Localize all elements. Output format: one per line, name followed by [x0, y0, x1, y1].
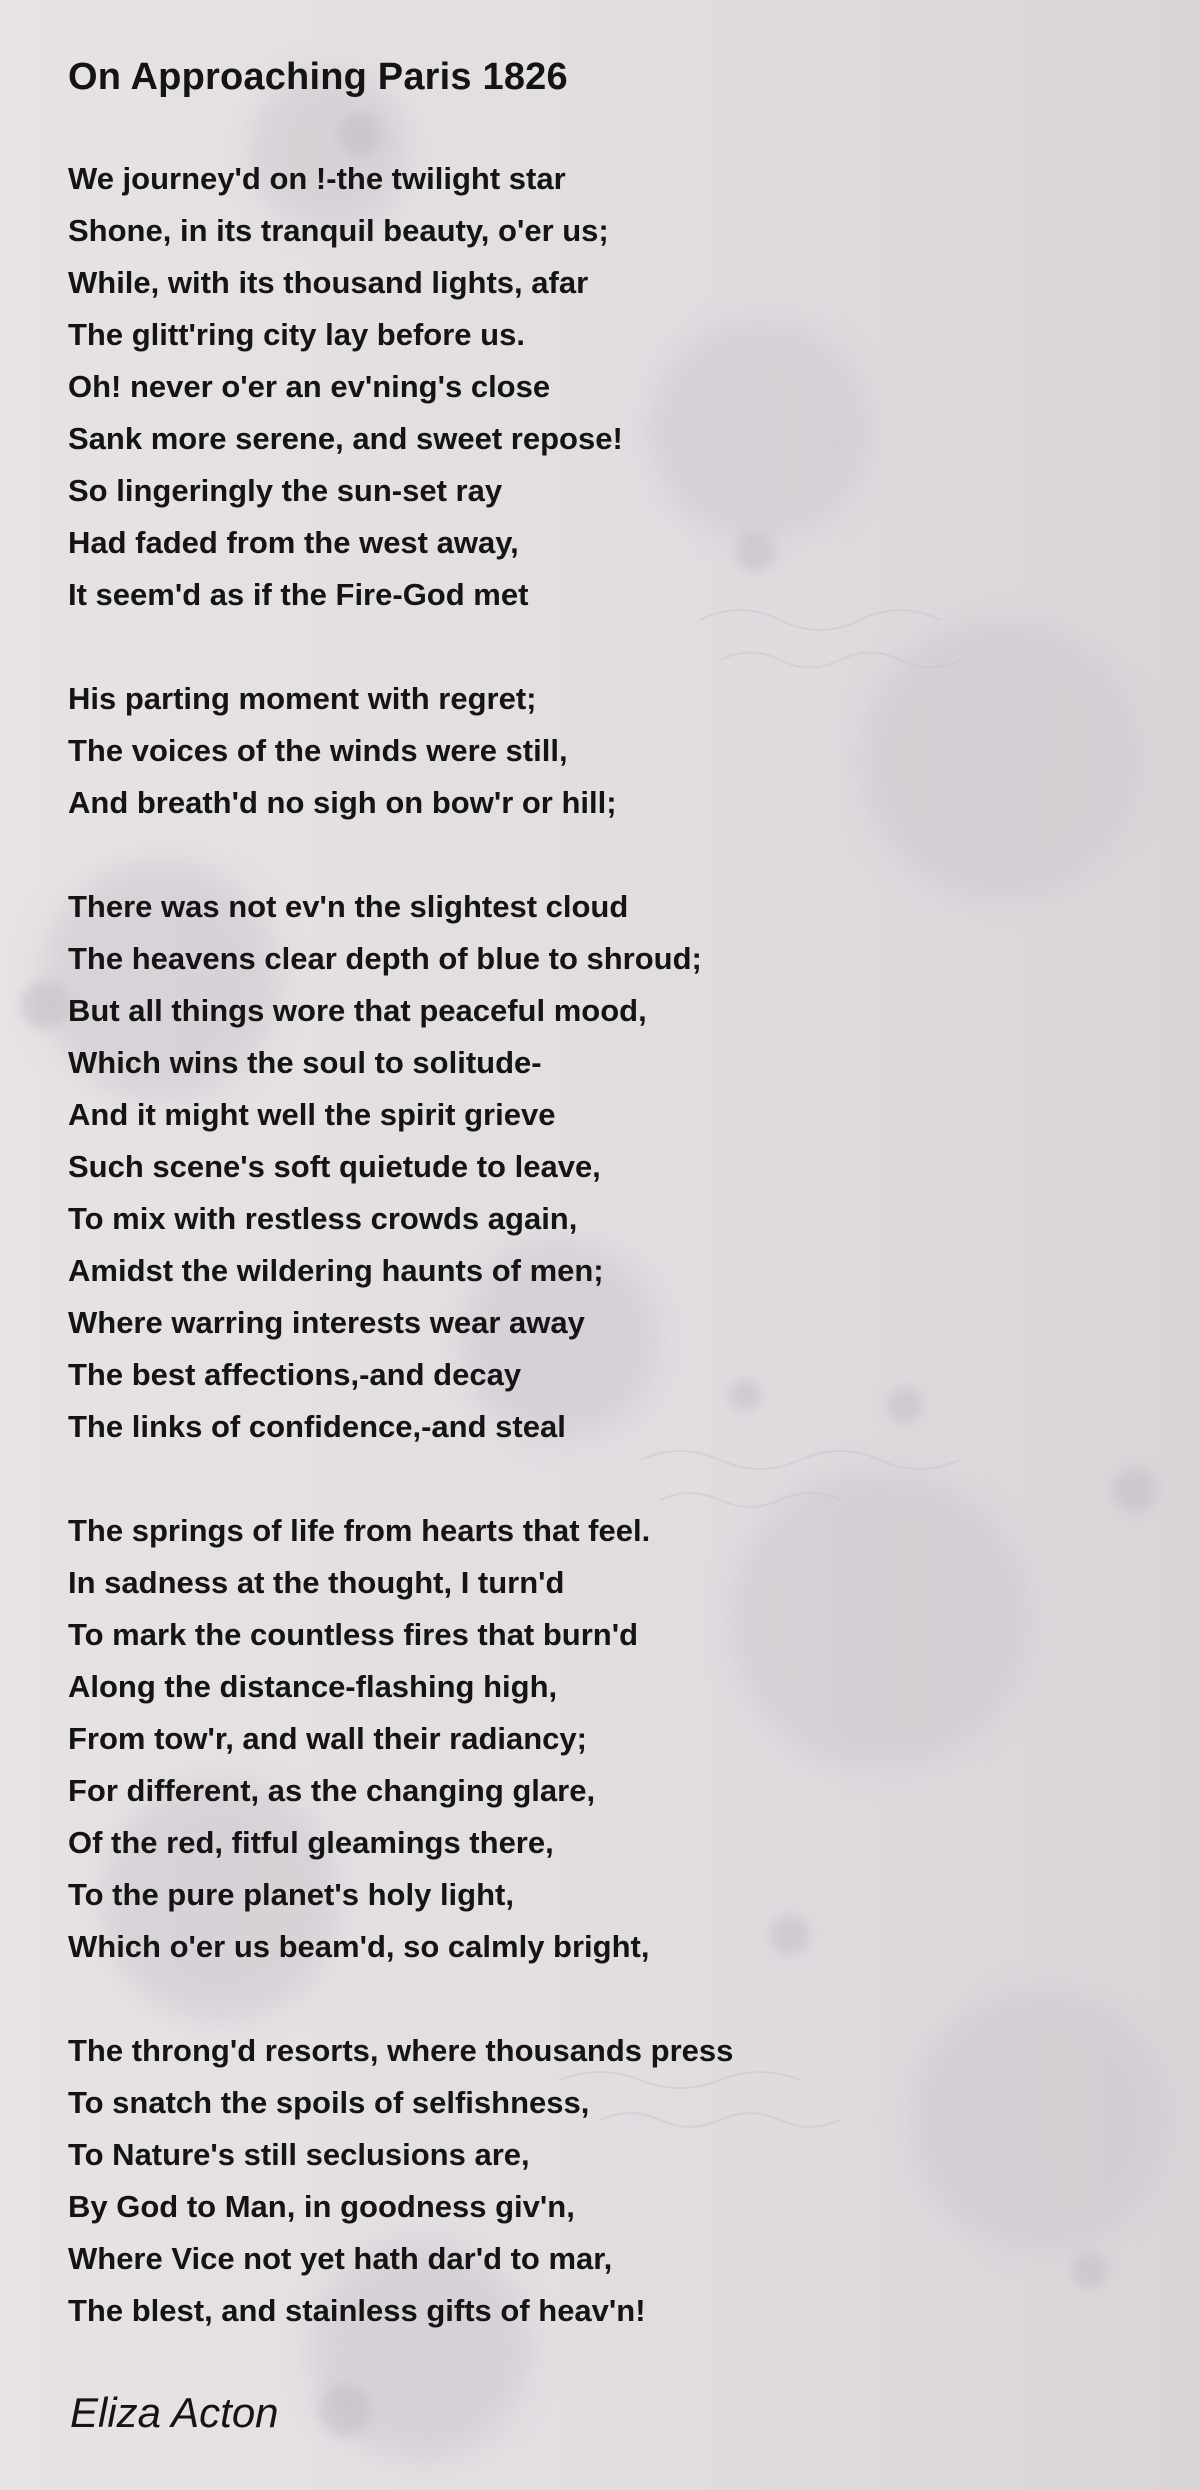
- poem-line: By God to Man, in goodness giv'n,: [68, 2189, 575, 2224]
- poem-title: On Approaching Paris 1826: [68, 56, 568, 98]
- poem-line: Amidst the wildering haunts of men;: [68, 1253, 604, 1288]
- poem-author: Eliza Acton: [70, 2389, 279, 2436]
- poem-line: Sank more serene, and sweet repose!: [68, 421, 623, 456]
- stanza: [68, 2025, 1200, 2337]
- poem-line: We journey'd on !-the twilight star: [68, 161, 566, 196]
- poem-line: To snatch the spoils of selfishness,: [68, 2085, 590, 2120]
- poem-line: Of the red, fitful gleamings there,: [68, 1825, 554, 1860]
- poem-line: His parting moment with regret;: [68, 681, 537, 716]
- poem-line: The voices of the winds were still,: [68, 733, 568, 768]
- stanza: [68, 153, 1200, 621]
- stanza: [68, 881, 1200, 1453]
- poem-line: So lingeringly the sun-set ray: [68, 473, 503, 508]
- poem-line: Such scene's soft quietude to leave,: [68, 1149, 601, 1184]
- poem-line: Where warring interests wear away: [68, 1305, 585, 1340]
- poem-body: [68, 153, 1200, 2337]
- poem-line: Which o'er us beam'd, so calmly bright,: [68, 1929, 650, 1964]
- poem-line: In sadness at the thought, I turn'd: [68, 1565, 565, 1600]
- poem-line: It seem'd as if the Fire-God met: [68, 577, 529, 612]
- poem-line: The glitt'ring city lay before us.: [68, 317, 525, 352]
- poem-line: The throng'd resorts, where thousands press: [68, 2033, 734, 2068]
- poem-line: The heavens clear depth of blue to shroud;: [68, 941, 702, 976]
- poem-line: The best affections,-and decay: [68, 1357, 522, 1392]
- poem-line: Which wins the soul to solitude-: [68, 1045, 542, 1080]
- stanza: [68, 673, 1200, 829]
- poem-line: Oh! never o'er an ev'ning's close: [68, 369, 551, 404]
- poem-line: Had faded from the west away,: [68, 525, 519, 560]
- poem-line: To mix with restless crowds again,: [68, 1201, 578, 1236]
- poem-line: Along the distance-flashing high,: [68, 1669, 558, 1704]
- poem-line: The springs of life from hearts that feel.: [68, 1513, 651, 1548]
- poem-line: To Nature's still seclusions are,: [68, 2137, 530, 2172]
- poem-line: While, with its thousand lights, afar: [68, 265, 589, 300]
- poem-line: Where Vice not yet hath dar'd to mar,: [68, 2241, 613, 2276]
- poem-line: And breath'd no sigh on bow'r or hill;: [68, 785, 617, 820]
- poem-line: The links of confidence,-and steal: [68, 1409, 566, 1444]
- poem-line: From tow'r, and wall their radiancy;: [68, 1721, 587, 1756]
- stanza: [68, 1505, 1200, 1973]
- poem-line: To mark the countless fires that burn'd: [68, 1617, 639, 1652]
- poem-line: For different, as the changing glare,: [68, 1773, 596, 1808]
- poem-line: But all things wore that peaceful mood,: [68, 993, 647, 1028]
- poem-line: There was not ev'n the slightest cloud: [68, 889, 629, 924]
- poem-line: To the pure planet's holy light,: [68, 1877, 514, 1912]
- poem-line: The blest, and stainless gifts of heav'n!: [68, 2293, 646, 2328]
- poem-line: Shone, in its tranquil beauty, o'er us;: [68, 213, 609, 248]
- poem-line: And it might well the spirit grieve: [68, 1097, 556, 1132]
